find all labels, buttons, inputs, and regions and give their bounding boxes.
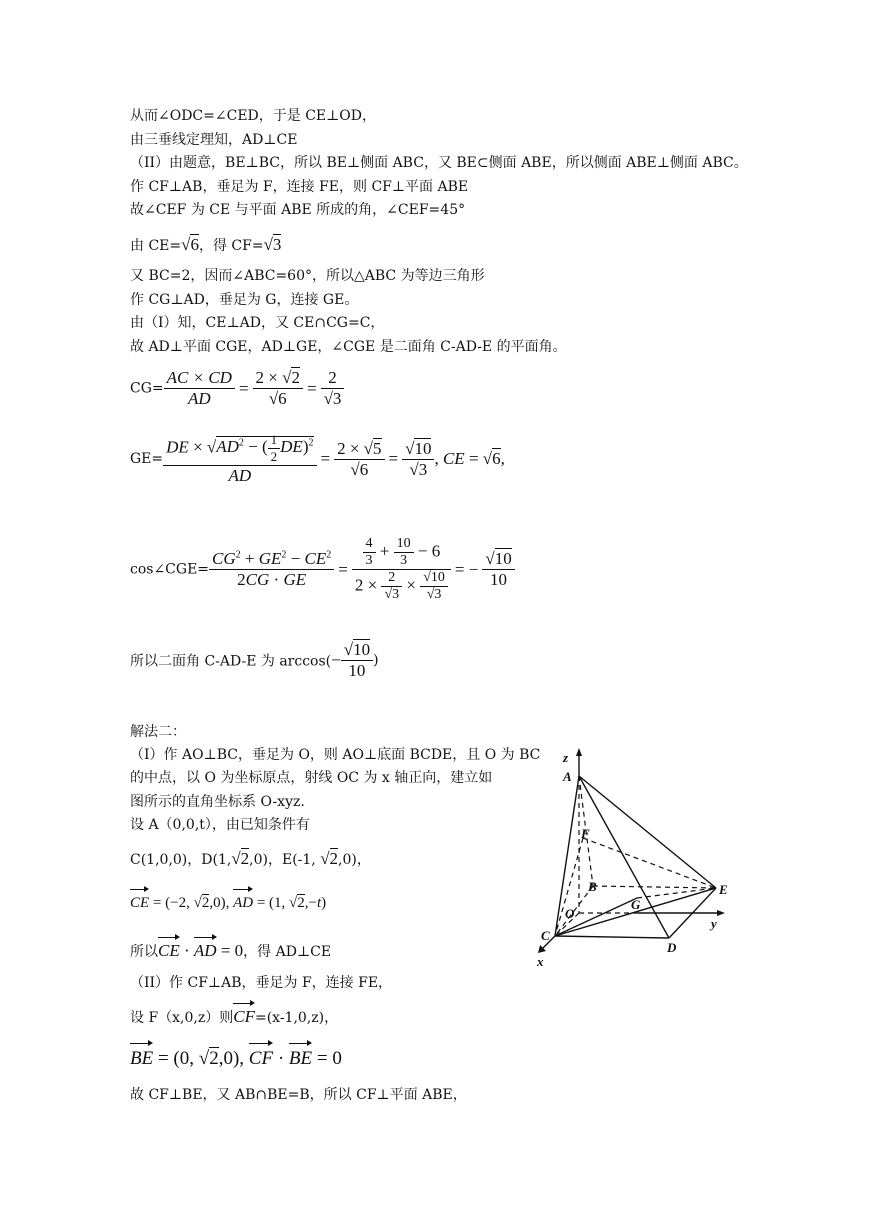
text-line-3: （II）由题意，BE⊥BC，所以 BE⊥侧面 ABC，又 BE⊂侧面 ABE，所以侧面 ABE⊥侧面 ABC。 [130, 155, 748, 171]
m-line-1: （I）作 AO⊥BC，垂足为 O，则 AO⊥底面 BCDE，且 O 为 BC [130, 747, 541, 763]
text-line-2: 由三垂线定理知，AD⊥CE [130, 132, 298, 148]
label-a: A [563, 769, 572, 784]
ge-frac-2: $\frac{2 \times √5}{√6}$ [334, 439, 384, 480]
ge-frac-3: $\frac{√10}{√3}$ [402, 439, 434, 480]
text-line-10: 故 AD⊥平面 CGE，AD⊥GE，∠CGE 是二面角 C-AD-E 的平面角。 [130, 339, 567, 355]
dot-product-line: 所以CE · AD = 0，得 AD⊥CE [130, 938, 331, 965]
cf-label: ，得 CF= [198, 238, 264, 254]
edge-be [593, 886, 716, 888]
label-x: x [537, 954, 544, 969]
edge-cd [555, 936, 669, 938]
m-line-10: 故 CF⊥BE，又 AB∩BE=B，所以 CF⊥平面 ABE， [130, 1087, 467, 1103]
be-vector-line: BE = (0, √2,0), CF · BE = 0 [130, 1044, 342, 1075]
coords-line: C(1,0,0)，D(1,√2,0)，E(-1, √2,0)， [130, 849, 371, 868]
label-d: D [667, 940, 677, 955]
label-y: y [711, 916, 717, 931]
m-line-3: 图所示的直角坐标系 O-xyz. [130, 794, 305, 810]
coords-part-3: ,0)， [338, 852, 371, 868]
edge-ae [579, 776, 716, 888]
label-c: C [541, 928, 550, 943]
coords-part-2: ,0)，E(-1, [249, 852, 316, 868]
label-g: G [631, 897, 641, 912]
m-line-7: （II）作 CF⊥AB，垂足为 F，连接 FE， [130, 975, 393, 991]
cos-frac-2: $\frac{4}{3}$ + $\frac{10}{3}$ − 6 2 × $\frac{2}{√3}$ × $\frac{√10}{√3}$ [352, 536, 451, 603]
result-label: 所以二面角 C-AD-E 为 arccos( [130, 653, 332, 670]
dot-label-b: ，得 AD⊥CE [243, 944, 332, 960]
dot-label-a: 所以 [130, 944, 158, 960]
cg-label: CG= [130, 380, 164, 397]
cf-vector-line: 设 F（x,0,z）则CF=(x-1,0,z)， [130, 1004, 338, 1031]
ge-frac-1: DE × $√AD^2$ − ( $\frac{1}{2}$ DE)$^2$ AD [163, 432, 316, 486]
ge-label: GE= [130, 451, 164, 467]
label-b: B [588, 879, 597, 894]
m-line-2: 的中点，以 O 为坐标原点，射线 OC 为 x 轴正向，建立如 [130, 770, 493, 786]
m-line-4: 设 A（0,0,t），由已知条件有 [130, 817, 310, 833]
vector-line: CE = (−2, √2,0), AD = (1, √2,−t) [130, 890, 326, 917]
sqrt6-expr: √6 [181, 235, 199, 254]
z-arrow [576, 748, 582, 756]
cg-frac-2: $\frac{2 \times √2}{√6}$ [253, 368, 303, 409]
edge-ge [637, 888, 716, 898]
text-line-7: 又 BC=2，因而∠ABC=60°，所以△ABC 为等边三角形 [130, 268, 485, 284]
edge-ad [579, 776, 669, 938]
text-line-8: 作 CG⊥AD，垂足为 G，连接 GE。 [130, 292, 359, 308]
text-line-6 [130, 232, 281, 259]
result-line: 所以二面角 C-AD-E 为 arccos(− $\frac{√10}{10}$ ) [130, 640, 379, 680]
cf-label-b: =(x-1,0,z)， [254, 1010, 339, 1026]
text-line-9: 由（I）知，CE⊥AD，又 CE∩CG=C， [130, 315, 385, 331]
y-arrow [717, 910, 725, 916]
sqrt3-expr: √3 [263, 235, 282, 254]
cos-frac-3: $\frac{√10}{10}$ [482, 549, 514, 590]
cg-frac-1: $\frac{AC \times CD}{AD}$ [164, 368, 235, 409]
result-frac: $\frac{√10}{10}$ [341, 640, 373, 681]
cf-label-a: 设 F（x,0,z）则 [130, 1010, 234, 1026]
method2-title: 解法二： [130, 724, 186, 740]
cos-frac-1: $\frac{CG^2 + GE^2 - CE^2}{2CG \cdot GE}$ [209, 549, 334, 590]
cg-equation: CG= $\frac{AC \times CD}{AD}$ = $\frac{2 \times √2}{√6}$ = $\frac{2}{√3}$ [130, 368, 344, 409]
label-f: F [581, 826, 590, 841]
text-line-4: 作 CF⊥AB，垂足为 F，连接 FE，则 CF⊥平面 ABE [130, 179, 469, 195]
edge-fe [583, 838, 716, 888]
label-o: O [565, 906, 575, 921]
pyramid-diagram [525, 748, 735, 973]
ge-equation: GE= DE × $√AD^2$ − ( $\frac{1}{2}$ DE)$^2$ AD = $\frac{2 \times √5}{√6}$ = $\frac{√10}{√3}$ , CE = √6, [130, 432, 505, 485]
cg-frac-3: $\frac{2}{√3}$ [321, 368, 345, 409]
label-e: E [719, 882, 728, 897]
cos-label: cos∠CGE= [130, 561, 210, 578]
label-z: z [563, 750, 569, 765]
cos-equation: cos∠CGE= $\frac{CG^2 + GE^2 - CE^2}{2CG \cdot GE}$ = $\frac{4}{3}$ + $\frac{10}{3}$ − 6 2 × $\frac{2}{√3}$ × $\frac{√10}{√3}$ = − $\frac{√10}{10}$ [130, 536, 515, 603]
coords-part-1: C(1,0,0)，D(1, [130, 852, 232, 868]
text-line-5: 故∠CEF 为 CE 与平面 ABE 所成的角，∠CEF=45° [130, 202, 466, 218]
ce-label: 由 CE= [130, 238, 182, 254]
text-line-1: 从而∠ODC=∠CED，于是 CE⊥OD， [130, 108, 377, 124]
